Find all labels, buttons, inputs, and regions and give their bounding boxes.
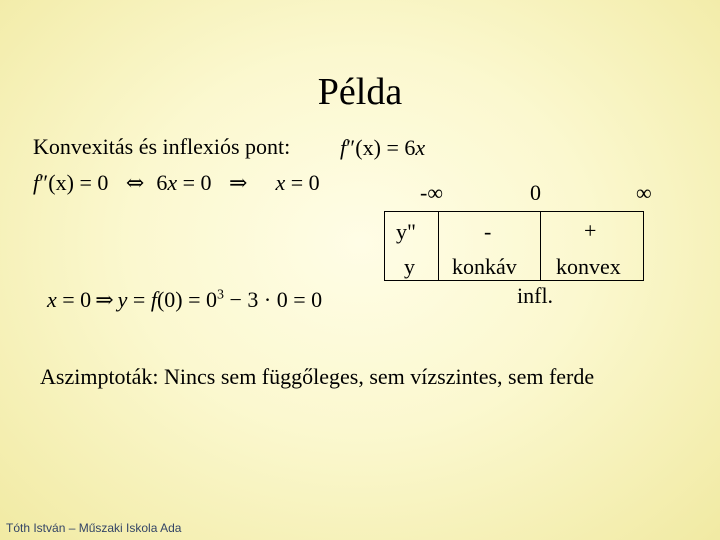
inflection-label: infl.: [517, 283, 554, 308]
solve-formula: [33, 170, 320, 196]
footer-author: Tóth István – Műszaki Iskola Ada: [6, 521, 182, 535]
f-symbol: f: [150, 287, 157, 312]
asymptotes-text: Aszimptoták: Nincs sem függőleges, sem vízszintes, sem ferde: [40, 364, 595, 389]
neg-infinity-header: -∞: [420, 180, 444, 205]
x-symbol: x: [275, 170, 286, 195]
equals-zero: = 0: [285, 170, 320, 195]
concave-label: konkáv: [452, 254, 517, 279]
table-bottom-border: [384, 280, 644, 281]
double-prime: ″: [39, 170, 49, 195]
f-symbol: f: [33, 170, 40, 195]
y-symbol: y: [117, 287, 128, 312]
pos-infinity-header: ∞: [636, 180, 652, 205]
x-symbol: x: [167, 170, 178, 195]
zero-column-divider: [540, 211, 541, 281]
table-top-border: [384, 211, 644, 212]
f-symbol: f: [340, 135, 347, 160]
iff-arrow-icon: ⇔: [125, 171, 145, 196]
label-column-divider: [438, 211, 439, 281]
convexity-label: Konvexitás és inflexiós pont:: [33, 134, 291, 159]
double-prime: ″: [346, 135, 356, 160]
implies-arrow-icon: ⇒: [95, 288, 114, 313]
table-right-border: [643, 211, 644, 281]
function-value-formula: [47, 287, 322, 313]
slide-title: Példa: [317, 71, 403, 113]
equals-six: = 6: [380, 135, 416, 160]
x-arg: (x): [48, 170, 74, 195]
function-row-label: y: [404, 254, 415, 279]
value-rest: − 3 · 0 = 0: [224, 287, 323, 312]
x-arg: (x): [355, 135, 381, 160]
f-argument: (0) = 0: [156, 287, 217, 312]
equals-zero: = 0: [73, 170, 109, 195]
x-symbol: x: [47, 287, 57, 312]
convex-label: konvex: [556, 254, 621, 279]
equals-zero: = 0: [56, 287, 92, 312]
cube-exponent: 3: [217, 287, 224, 303]
x-symbol: x: [415, 135, 426, 160]
plus-sign: +: [584, 218, 597, 243]
six: 6: [156, 170, 168, 195]
zero-header: 0: [530, 180, 541, 205]
table-left-border: [384, 211, 385, 281]
implies-arrow-icon: ⇒: [229, 171, 248, 196]
equals-zero: = 0: [177, 170, 212, 195]
second-derivative-formula: [340, 135, 425, 161]
minus-sign: -: [484, 219, 492, 244]
second-derivative-row-label: y": [396, 219, 416, 244]
equals: =: [127, 287, 151, 312]
